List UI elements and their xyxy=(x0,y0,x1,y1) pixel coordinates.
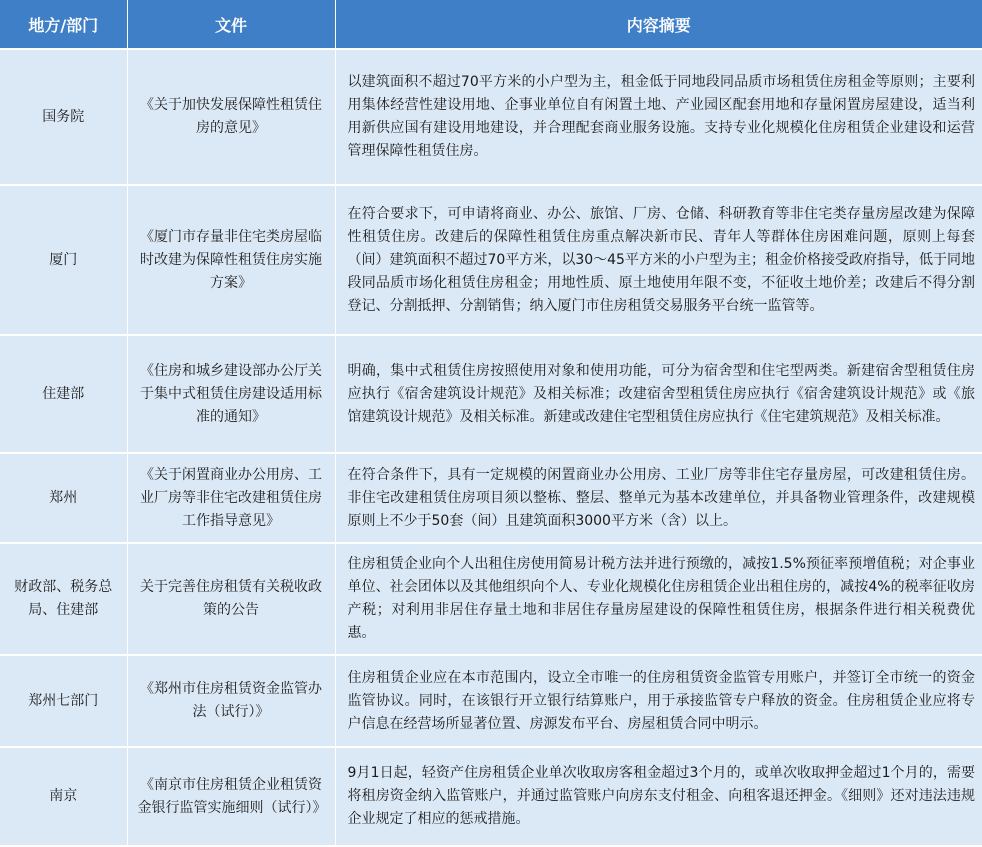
header-row xyxy=(0,0,982,49)
document-cell: 《郑州市住房租赁资金监管办法（试行）》 xyxy=(127,655,335,747)
table-row xyxy=(0,185,982,335)
header-summary: 内容摘要 xyxy=(335,0,982,49)
table-row xyxy=(0,335,982,453)
region-cell: 厦门 xyxy=(0,185,127,335)
document-cell: 《住房和城乡建设部办公厅关于集中式租赁住房建设适用标准的通知》 xyxy=(127,335,335,453)
region-cell: 住建部 xyxy=(0,335,127,453)
document-cell: 《关于闲置商业办公用房、工业厂房等非住宅改建租赁住房工作指导意见》 xyxy=(127,453,335,543)
summary-cell: 住房租赁企业应在本市范围内，设立全市唯一的住房租赁资金监管专用账户，并签订全市统一的资金监管协议。同时，在该银行开立银行结算账户，用于承接监管专户释放的资金。住房租赁企业应将专户信息在经营场所显著位置、房源发布平台、房屋租赁合同中明示。 xyxy=(335,655,982,747)
summary-cell: 住房租赁企业向个人出租住房使用简易计税方法并进行预缴的，减按1.5%预征率预增值税；对企事业单位、社会团体以及其他组织向个人、专业化规模化住房租赁企业出租住房的，减按4%的税率征收房产税；对利用非居住存量土地和非居住存量房屋建设的保障性租赁住房，根据条件进行相关税费优惠。 xyxy=(335,543,982,655)
summary-cell: 在符合要求下，可申请将商业、办公、旅馆、厂房、仓储、科研教育等非住宅类存量房屋改建为保障性租赁住房。改建后的保障性租赁住房重点解决新市民、青年人等群体住房困难问题，原则上每套（间）建筑面积不超过70平方米，以30～45平方米的小户型为主；租金价格接受政府指导，低于同地段同品质市场化租赁住房租金；用地性质、原土地使用年限不变，不征收土地价差；改建后不得分割登记、分割抵押、分割销售；纳入厦门市住房租赁交易服务平台统一监管等。 xyxy=(335,185,982,335)
table-row xyxy=(0,543,982,655)
region-cell: 郑州七部门 xyxy=(0,655,127,747)
summary-cell: 以建筑面积不超过70平方米的小户型为主，租金低于同地段同品质市场租赁住房租金等原则；主要利用集体经营性建设用地、企事业单位自有闲置土地、产业园区配套用地和存量闲置房屋建设，适当利用新供应国有建设用地建设，并合理配套商业服务设施。支持专业化规模化住房租赁企业建设和运营管理保障性租赁住房。 xyxy=(335,49,982,185)
region-cell: 郑州 xyxy=(0,453,127,543)
document-cell: 《关于加快发展保障性租赁住房的意见》 xyxy=(127,49,335,185)
header-doc: 文件 xyxy=(127,0,335,49)
table-row xyxy=(0,49,982,185)
table-row xyxy=(0,655,982,747)
summary-cell: 明确，集中式租赁住房按照使用对象和使用功能，可分为宿舍型和住宅型两类。新建宿舍型租赁住房应执行《宿舍建筑设计规范》及相关标准；改建宿舍型租赁住房应执行《宿舍建筑设计规范》或《旅馆建筑设计规范》及相关标准。新建或改建住宅型租赁住房应执行《住宅建筑规范》及相关标准。 xyxy=(335,335,982,453)
document-cell: 关于完善住房租赁有关税收政策的公告 xyxy=(127,543,335,655)
summary-cell: 9月1日起，轻资产住房租赁企业单次收取房客租金超过3个月的，或单次收取押金超过1个月的，需要将租房资金纳入监管账户，并通过监管账户向房东支付租金、向租客退还押金。《细则》还对违法违规企业规定了相应的惩戒措施。 xyxy=(335,747,982,846)
region-cell: 国务院 xyxy=(0,49,127,185)
header-region: 地方/部门 xyxy=(0,0,127,49)
summary-cell: 在符合条件下，具有一定规模的闲置商业办公用房、工业厂房等非住宅存量房屋，可改建租赁住房。非住宅改建租赁住房项目须以整栋、整层、整单元为基本改建单位，并具备物业管理条件，改建规模原则上不少于50套（间）且建筑面积3000平方米（含）以上。 xyxy=(335,453,982,543)
table-row xyxy=(0,747,982,846)
document-cell: 《南京市住房租赁企业租赁资金银行监管实施细则（试行）》 xyxy=(127,747,335,846)
document-cell: 《厦门市存量非住宅类房屋临时改建为保障性租赁住房实施方案》 xyxy=(127,185,335,335)
region-cell: 南京 xyxy=(0,747,127,846)
table-row xyxy=(0,453,982,543)
region-cell: 财政部、税务总局、住建部 xyxy=(0,543,127,655)
